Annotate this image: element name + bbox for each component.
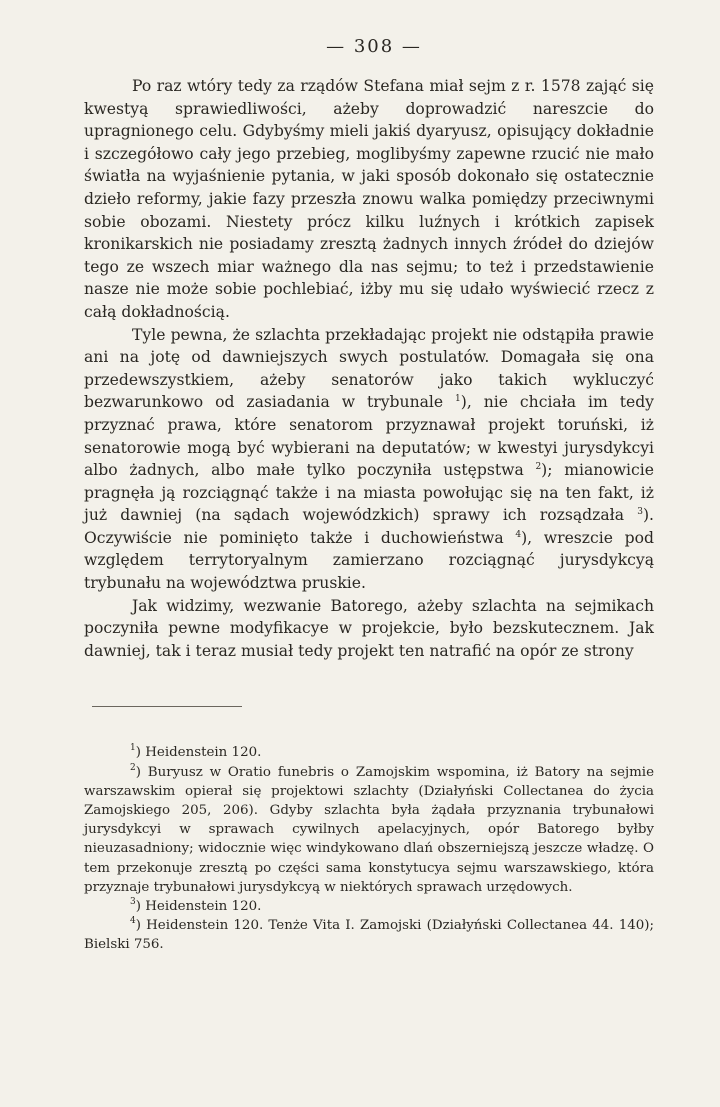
- paragraph-2-seg-2: ), nie chciała im tedy przyznać prawa, które senatorom przyznawał projekt toruński, iż senatorowie mogą być wybierani na deputatów; w kwestyi jurysdykcyi albo żadnych, albo małe tylko poczyniła ustępstwa: [84, 393, 654, 480]
- footnote-3: [84, 897, 654, 916]
- page-number: — 308 —: [326, 36, 422, 57]
- body-text: [84, 75, 654, 662]
- footnote-2: [84, 763, 654, 897]
- footnote-ref-3: 3: [637, 507, 643, 518]
- footnote-mark-2: 2: [130, 762, 136, 773]
- footnote-ref-2: 2: [535, 462, 542, 473]
- footnote-divider: [92, 706, 242, 707]
- paragraph-1: Po raz wtóry tedy za rządów Stefana miał sejm z r. 1578 zająć się kwestyą sprawiedliwości, ażeby doprowadzić nareszcie do upragnionego celu. Gdybyśmy mieli jakiś dyaryusz, opisujący dokładnie i szczegółowo cały jego przebieg, moglibyśmy zapewne rzucić nie mało światła na wyjaśnienie pytania, w jaki sposób dokonało się ostatecznie dzieło reformy, jakie fazy przeszła znowu walka pomiędzy przeciwnymi sobie obozami. Niestety prócz kilku luźnych i krótkich zapisek kronikarskich nie posiadamy zresztą żadnych innych źródeł do dziejów tego ze wszech miar ważnego dla nas sejmu; to też i przedstawienie nasze nie może sobie pochlebiać, iżby mu się udało wyświecić rzecz z całą dokładnością.: [84, 77, 654, 321]
- footnote-mark-4: 4: [130, 916, 136, 927]
- footnote-ref-4: 4: [515, 529, 522, 540]
- footnote-mark-1: 1: [130, 743, 136, 754]
- footnote-text-2: ) Buryusz w Oratio funebris o Zamojskim wspomina, iż Batory na sejmie warszawskim opierał się projektowi szlachty (Działyński Collectanea do życia Zamojskiego 205, 206). Gdyby szlachta była żądała przyznania trybunałowi jurysdykcyi w sprawach cywilnych apelacyjnych, opór Batorego byłby nieuzasadniony; widocznie więc windykowano dlań obszerniejszą jeszcze władzę. O tem przekonuje zresztą po części sama konstytucya sejmu warszawskiego, która przyznaje trybunałowi jurysdykcyą w niektórych sprawach urzędowych.: [84, 764, 654, 895]
- footnotes: [84, 743, 654, 954]
- paragraph-2-seg-4: ). Oczywiście nie pominięto także i duchowieństwa: [84, 506, 654, 547]
- paragraph-2: [84, 324, 654, 595]
- footnote-ref-1: 1: [455, 394, 461, 405]
- footnote-text-4: ) Heidenstein 120. Tenże Vita I. Zamojski (Działyński Collectanea 44. 140); Bielski 756.: [84, 918, 654, 953]
- paragraph-3: Jak widzimy, wezwanie Batorego, ażeby szlachta na sejmikach poczyniła pewne modyfikacye w projekcie, było bezskutecznem. Jak dawniej, tak i teraz musiał tedy projekt ten natrafić na opór ze strony: [84, 596, 654, 660]
- footnote-text-3: ) Heidenstein 120.: [135, 899, 262, 915]
- paragraph-2-seg-1: Tyle pewna, że szlachta przekładając projekt nie odstąpiła prawie ani na jotę od dawniejszych swych postulatów. Domagała się ona przedewszystkiem, ażeby senatorów jako takich wykluczyć bezwarunkowo od zasiadania w trybunale: [84, 325, 654, 412]
- footnote-4: [84, 916, 654, 954]
- footnote-mark-3: 3: [130, 897, 136, 908]
- paragraph-2-seg-5: ), wreszcie pod względem terrytoryalnym zamierzano rozciągnąć jurysdykcyą trybunału na województwa pruskie.: [84, 528, 654, 593]
- footnote-text-1: ) Heidenstein 120.: [135, 745, 262, 761]
- paragraph-2-seg-3: ); mianowicie pragnęła ją rozciągnąć także i na miasta powołując się na ten fakt, iż już dawniej (na sądach wojewódzkich) sprawy ich rozsądzała: [84, 461, 654, 525]
- footnote-1: [84, 743, 654, 762]
